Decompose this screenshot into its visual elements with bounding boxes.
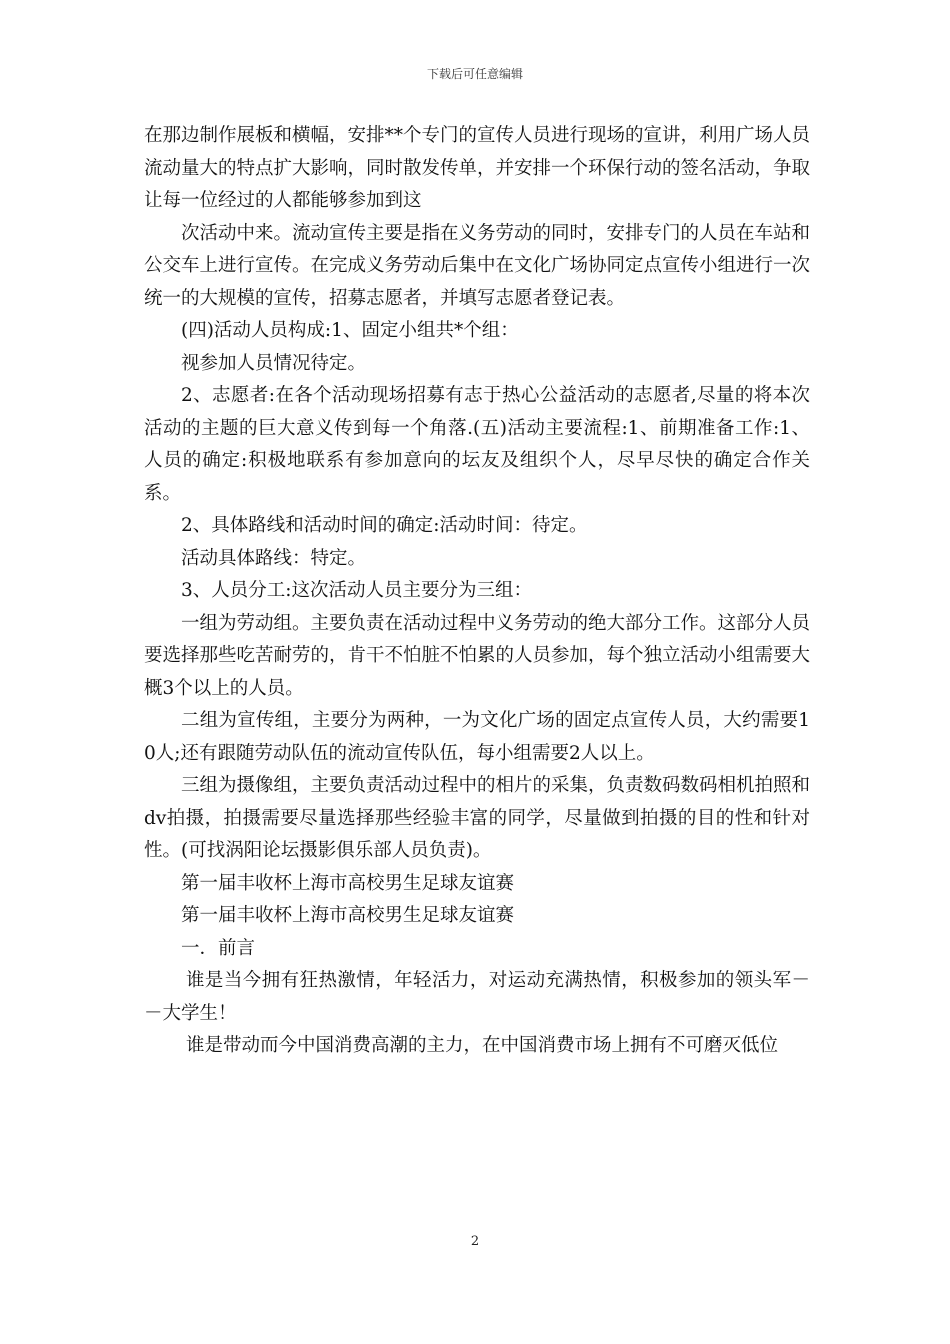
section-heading: 一．前言 (181, 937, 256, 959)
paragraph: 2、志愿者:在各个活动现场招募有志于热心公益活动的志愿者,尽量的将本次活动的主题的巨大意义传到每一个角落.(五)活动主要流程:1、前期准备工作:1、人员的确定:积极地联系有参加意向的坛友及组织个人，尽早尽快的确定合作关系。 (144, 385, 810, 504)
paragraph: 第一届丰收杯上海市高校男生足球友谊赛 (181, 872, 515, 894)
page-header: 下载后可任意编辑 (426, 67, 523, 81)
paragraph: 次活动中来。流动宣传主要是指在义务劳动的同时，安排专门的人员在车站和公交车上进行宣传。在完成义务劳动后集中在文化广场协同定点宣传小组进行一次统一的大规模的宣传，招募志愿者，并填写志愿者登记表。 (144, 222, 811, 309)
paragraph: 第一届丰收杯上海市高校男生足球友谊赛 (181, 905, 515, 926)
paragraph: 视参加人员情况待定。 (181, 352, 367, 374)
paragraph: 谁是当今拥有狂热激情，年轻活力，对运动充满热情，积极参加的领头军－－大学生！ (144, 970, 810, 1024)
paragraph: 2、具体路线和活动时间的确定:活动时间：待定。 (181, 515, 588, 536)
paragraph: 在那边制作展板和横幅，安排**个专门的宣传人员进行现场的宣讲，利用广场人员流动量大的特点扩大影响，同时散发传单，并安排一个环保行动的签名活动，争取让每一位经过的人都能够参加到这 (144, 125, 811, 211)
paragraph: 3、人员分工:这次活动人员主要分为三组： (181, 580, 533, 601)
document-body (144, 120, 810, 1063)
paragraph: 活动具体路线：特定。 (181, 547, 367, 569)
paragraph: 二组为宣传组，主要分为两种，一为文化广场的固定点宣传人员，大约需要10人;还有跟随劳动队伍的流动宣传队伍，每小组需要2人以上。 (144, 710, 810, 764)
paragraph: 一组为劳动组。主要负责在活动过程中义务劳动的绝大部分工作。这部分人员要选择那些吃苦耐劳的，肯干不怕脏不怕累的人员参加，每个独立活动小组需要大概3个以上的人员。 (144, 612, 811, 699)
paragraph: (四)活动人员构成:1、固定小组共*个组： (181, 320, 519, 341)
page-number: 2 (470, 1234, 480, 1249)
paragraph: 三组为摄像组，主要负责活动过程中的相片的采集，负责数码数码相机拍照和dv拍摄，拍摄需要尽量选择那些经验丰富的同学，尽量做到拍摄的目的性和针对性。(可找涡阳论坛摄影俱乐部人员负责)。 (144, 775, 811, 861)
paragraph: 谁是带动而今中国消费高潮的主力，在中国消费市场上拥有不可磨灭低位 (186, 1035, 779, 1056)
